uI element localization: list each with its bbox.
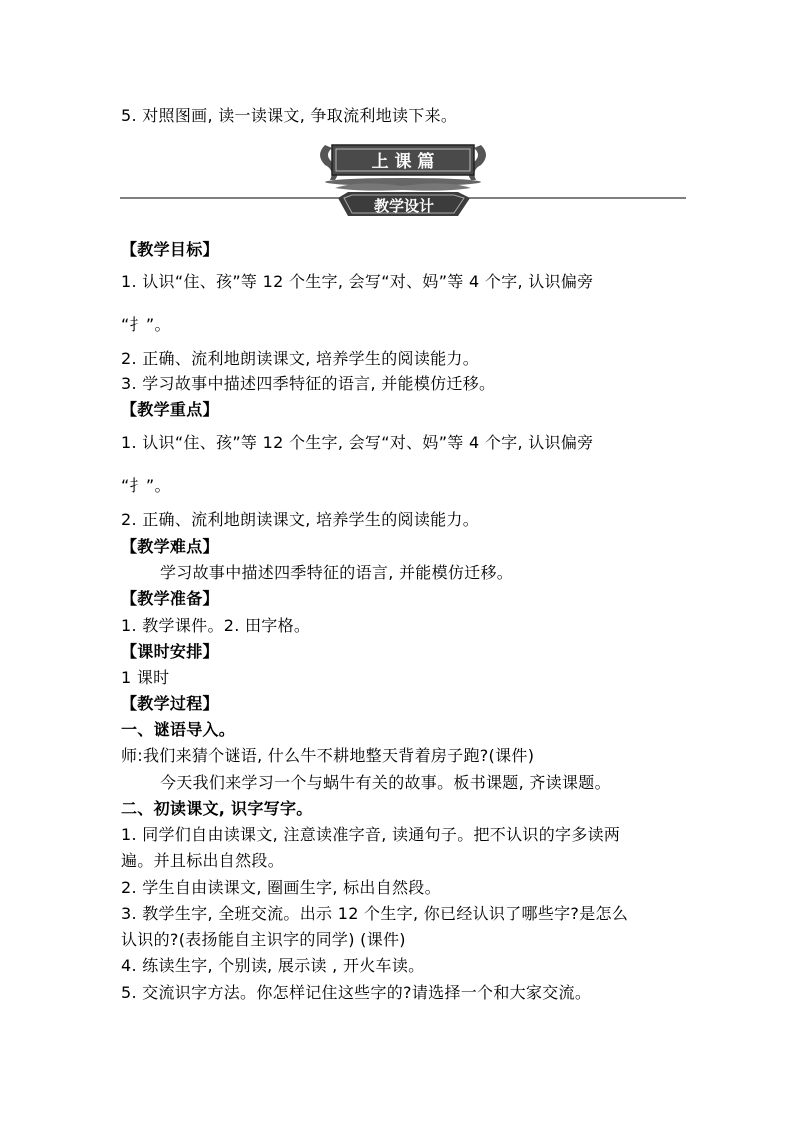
schedule-text: 1 课时 bbox=[121, 668, 170, 687]
process-part1-line1: 师:我们来猜个谜语, 什么牛不耕地整天背着房子跑?(课件) bbox=[121, 746, 535, 765]
chapter-title: 上 课 篇 bbox=[371, 152, 435, 172]
process-part1-title: 一、谜语导入。 bbox=[121, 720, 236, 739]
objective-2: 2. 正确、流利地朗读课文, 培养学生的阅读能力。 bbox=[121, 349, 480, 368]
process-step3-b: 认识的?(表扬能自主识字的同学) (课件) bbox=[121, 930, 406, 949]
preparation-text: 1. 教学课件。2. 田字格。 bbox=[121, 616, 311, 635]
section-banner bbox=[120, 140, 686, 220]
key-point-1: 1. 认识“住、孩”等 12 个生字, 会写“对、妈”等 4 个字, 认识偏旁 bbox=[121, 433, 594, 452]
intro-line: 5. 对照图画, 读一读课文, 争取流利地读下来。 bbox=[121, 106, 458, 125]
objective-1: 1. 认识“住、孩”等 12 个生字, 会写“对、妈”等 4 个字, 认识偏旁 bbox=[121, 272, 594, 291]
process-step2: 2. 学生自由读课文, 圈画生字, 标出自然段。 bbox=[121, 878, 441, 897]
difficulties-heading: 【教学难点】 bbox=[121, 537, 219, 556]
process-step1-b: 遍。并且标出自然段。 bbox=[121, 851, 285, 870]
objective-3: 3. 学习故事中描述四季特征的语言, 并能模仿迁移。 bbox=[121, 374, 496, 393]
process-part2-title: 二、初读课文, 识字写字。 bbox=[121, 799, 313, 818]
objectives-heading: 【教学目标】 bbox=[121, 240, 219, 259]
preparation-heading: 【教学准备】 bbox=[121, 589, 219, 608]
process-part1-line2: 今天我们来学习一个与蜗牛有关的故事。板书课题, 齐读课题。 bbox=[160, 773, 611, 792]
process-step3-a: 3. 教学生字, 全班交流。出示 12 个生字, 你已经认识了哪些字?是怎么 bbox=[121, 904, 629, 923]
process-step1-a: 1. 同学们自由读课文, 注意读准字音, 读通句子。把不认识的字多读两 bbox=[121, 825, 621, 844]
schedule-heading: 【课时安排】 bbox=[121, 642, 219, 661]
key-point-2: 2. 正确、流利地朗读课文, 培养学生的阅读能力。 bbox=[121, 510, 480, 529]
key-points-heading: 【教学重点】 bbox=[121, 400, 219, 419]
section-title: 教学设计 bbox=[373, 197, 435, 215]
process-heading: 【教学过程】 bbox=[121, 694, 219, 713]
difficulties-text: 学习故事中描述四季特征的语言, 并能模仿迁移。 bbox=[160, 563, 514, 582]
process-step4: 4. 练读生字, 个别读, 展示读 , 开火车读。 bbox=[121, 956, 425, 975]
process-step5: 5. 交流识字方法。你怎样记住这些字的?请选择一个和大家交流。 bbox=[121, 983, 592, 1002]
key-point-1-cont: “扌”。 bbox=[121, 476, 171, 495]
objective-1-cont: “扌”。 bbox=[121, 315, 171, 334]
